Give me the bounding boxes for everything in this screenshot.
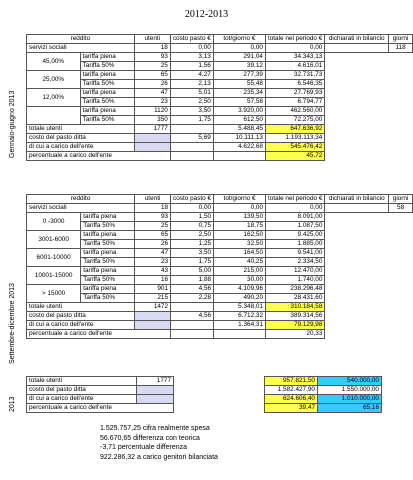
row-label: totale utenti <box>27 125 135 134</box>
group-label: > 15000 <box>27 285 81 303</box>
cell-dichiarati: 65,16 <box>318 404 382 413</box>
cell-costo: 2,50 <box>170 98 213 107</box>
cell-periodo: 647.636,92 <box>265 125 324 134</box>
table-row <box>27 258 413 267</box>
cell-utenti: 23 <box>135 258 171 267</box>
table-row <box>27 80 413 89</box>
note-line: 922.286,32 a carico genitori bilanciata <box>100 453 218 461</box>
row-label: servizi sociali <box>27 44 135 53</box>
col-header-costo-pasto: costo pasto € <box>170 35 213 44</box>
cell-costo: 1,56 <box>170 62 213 71</box>
col-header-reddito: reddito <box>27 35 135 44</box>
cell-utenti: 350 <box>134 116 170 125</box>
note-line: 56.670,65 differenza con teorica <box>100 434 200 442</box>
cell-periodo: 2.334,50 <box>266 258 325 267</box>
cell-utenti: 18 <box>134 44 170 53</box>
row-sublabel: Tariffa 50% <box>81 222 135 231</box>
cell-costo: 0,00 <box>170 44 213 53</box>
cell-costo: 5,01 <box>170 89 213 98</box>
cell-costo: 5,69 <box>170 134 213 143</box>
cell-costo: 5,00 <box>171 267 214 276</box>
cell-utenti: 25 <box>134 62 170 71</box>
cell-tot: 40,25 <box>214 258 266 267</box>
cell-periodo: 12.470,00 <box>266 267 325 276</box>
section1-header-row <box>27 35 413 44</box>
cell-periodo: 1.885,00 <box>266 240 325 249</box>
cell-tot: 57,58 <box>213 98 265 107</box>
cell-dichiarati <box>325 44 389 53</box>
row-label: totale utenti <box>27 377 137 386</box>
total-row <box>27 125 413 134</box>
cell-periodo: 45,72 <box>265 152 324 161</box>
cell-utenti: 93 <box>135 213 171 222</box>
cell-tot: 4.622,68 <box>213 143 265 152</box>
cell-utenti: 93 <box>134 53 170 62</box>
table-row <box>27 53 413 62</box>
cell-utenti: 1777 <box>134 125 170 134</box>
cell-periodo: 462.560,00 <box>265 107 324 116</box>
table-row <box>27 71 413 80</box>
cell-utenti: 65 <box>134 71 170 80</box>
sheet-title: 2012-2013 <box>184 9 229 20</box>
cell-periodo: 1.087,50 <box>266 222 325 231</box>
table-row <box>27 134 413 143</box>
cell-tot: 164,50 <box>214 249 266 258</box>
table-row <box>27 62 413 71</box>
cell-tot: 139,50 <box>214 213 266 222</box>
row-sublabel: tariffa piena <box>80 53 134 62</box>
cell-tot: 6.712,32 <box>214 312 266 321</box>
table-row <box>27 294 413 303</box>
table-row <box>27 143 413 152</box>
cell-utenti: 47 <box>134 89 170 98</box>
col-header-tot-giorno: tot/giorno € <box>213 35 265 44</box>
table-row <box>27 213 413 222</box>
row-sublabel: tariffa piena <box>80 89 134 98</box>
cell-costo: 4,27 <box>170 71 213 80</box>
cell-periodo: 32.731,73 <box>265 71 324 80</box>
section3-table <box>26 376 406 413</box>
table-row <box>27 321 413 330</box>
row-sublabel: Tariffa 50% <box>81 276 135 285</box>
cell-costo: 2,13 <box>170 80 213 89</box>
cell-utenti: 26 <box>135 240 171 249</box>
table-row <box>27 249 413 258</box>
cell-tot: 0,00 <box>213 44 265 53</box>
row-label: percentuale a carico dell'ente <box>27 330 171 339</box>
col-header-utenti: utenti <box>134 35 170 44</box>
cell-costo: 3,50 <box>170 107 213 116</box>
cell-periodo: 6.546,35 <box>265 80 324 89</box>
cell-tot: 0,00 <box>214 204 266 213</box>
cell-costo: 3,50 <box>171 249 214 258</box>
cell-costo: 2,50 <box>171 231 214 240</box>
section3-side-label: 2013 <box>9 396 16 412</box>
cell-periodo: 389.314,56 <box>266 312 325 321</box>
cell-tot: 18,75 <box>214 222 266 231</box>
cell-utenti: 23 <box>134 98 170 107</box>
cell-tot: 3.920,00 <box>213 107 265 116</box>
row-sublabel: tariffa piena <box>81 213 135 222</box>
group-label <box>27 107 81 125</box>
section1-table <box>26 34 413 161</box>
summary-notes <box>100 424 218 462</box>
note-line: 1.525.757,25 cifra realmente spesa <box>100 425 210 432</box>
cell-costo: 4,56 <box>171 285 214 294</box>
cell-costo: 0,75 <box>171 222 214 231</box>
cell-periodo: 624.606,40 <box>265 395 318 404</box>
col-header-utenti: utenti <box>135 195 171 204</box>
row-sublabel: Tariffa 50% <box>80 98 134 107</box>
cell-periodo: 79.129,98 <box>266 321 325 330</box>
row-sublabel: Tariffa 50% <box>81 258 135 267</box>
group-label: 6001-10000 <box>27 249 81 267</box>
row-sublabel: Tariffa 50% <box>81 294 135 303</box>
cell-periodo: 1.740,00 <box>266 276 325 285</box>
cell-periodo: 34.343,13 <box>265 53 324 62</box>
row-label: di cui a carico dell'ente <box>27 395 137 404</box>
cell-periodo: 72.275,00 <box>265 116 324 125</box>
row-sublabel: Tariffa 50% <box>80 62 134 71</box>
cell-periodo: 1.582.427,90 <box>265 386 318 395</box>
cell-periodo: 957.821,50 <box>265 377 318 386</box>
cell-periodo: 0,00 <box>265 44 324 53</box>
cell-costo: 0,00 <box>171 204 214 213</box>
section2-header-row <box>27 195 413 204</box>
note-line: -3,71 percentuale differenza <box>100 444 188 451</box>
table-row <box>27 116 413 125</box>
cell-costo: 3,13 <box>170 53 213 62</box>
cell-periodo: 27.769,93 <box>265 89 324 98</box>
table-row <box>27 267 413 276</box>
group-label: 3001-6000 <box>27 231 81 249</box>
cell-periodo: 28.431,60 <box>266 294 325 303</box>
table-row <box>27 276 413 285</box>
table-row <box>27 107 413 116</box>
cell-utenti: 65 <box>135 231 171 240</box>
table-row <box>27 98 413 107</box>
cell-periodo: 1.193.113,34 <box>265 134 324 143</box>
cell-tot: 39,12 <box>213 62 265 71</box>
cell-periodo: 310.184,58 <box>266 303 325 312</box>
table-row <box>27 44 413 53</box>
group-label: 0 -3000 <box>27 213 81 231</box>
group-label: 45,00% <box>27 53 81 71</box>
col-header-giorni: giorni <box>389 35 413 44</box>
cell-tot: 490,20 <box>214 294 266 303</box>
cell-utenti: 1120 <box>134 107 170 116</box>
col-header-totale-periodo: totale nel periodo € <box>265 35 324 44</box>
col-header-dichiarati: dichiarati in bilancio <box>325 35 389 44</box>
row-sublabel: tariffa piena <box>80 107 134 116</box>
row-label: di cui a carico dell'ente <box>27 321 135 330</box>
cell-giorni: 118 <box>389 44 413 53</box>
cell-utenti: 18 <box>135 204 171 213</box>
cell-giorni: 58 <box>389 204 413 213</box>
cell-utenti: 901 <box>135 285 171 294</box>
cell-periodo: 39,47 <box>265 404 318 413</box>
col-header-reddito: reddito <box>27 195 135 204</box>
row-sublabel: Tariffa 50% <box>80 80 134 89</box>
cell-periodo: 4.616,01 <box>265 62 324 71</box>
row-label: percentuale a carico dell'ente <box>27 404 174 413</box>
cell-utenti: 47 <box>135 249 171 258</box>
cell-costo: 2,28 <box>171 294 214 303</box>
table-row <box>27 204 413 213</box>
cell-utenti: 43 <box>135 267 171 276</box>
cell-costo: 1,50 <box>171 213 214 222</box>
cell-costo: 1,75 <box>170 116 213 125</box>
cell-utenti: 16 <box>135 276 171 285</box>
col-header-tot-giorno: tot/giorno € <box>214 195 266 204</box>
cell-costo: 1,25 <box>171 240 214 249</box>
row-label: servizi sociali <box>27 204 135 213</box>
cell-periodo: 6.794,77 <box>265 98 324 107</box>
cell-costo: 1,88 <box>171 276 214 285</box>
col-header-dichiarati: dichiarati in bilancio <box>325 195 389 204</box>
cell-tot: 612,50 <box>213 116 265 125</box>
cell-dichiarati <box>325 204 389 213</box>
cell-costo: 1,75 <box>171 258 214 267</box>
table-row <box>27 89 413 98</box>
cell-tot: 277,39 <box>213 71 265 80</box>
row-label: percentuale a carico dell'ente <box>27 152 171 161</box>
row-sublabel: Tariffa 50% <box>80 116 134 125</box>
table-row <box>27 386 406 395</box>
row-label: costo del pasto ditta <box>27 134 135 143</box>
cell-tot: 291,04 <box>213 53 265 62</box>
cell-tot: 215,00 <box>214 267 266 276</box>
cell-utenti: 26 <box>134 80 170 89</box>
section2-table <box>26 194 413 339</box>
table-row <box>27 152 413 161</box>
col-header-giorni: giorni <box>389 195 413 204</box>
total-row <box>27 303 413 312</box>
col-header-costo-pasto: costo pasto € <box>171 195 214 204</box>
group-label: 12,00% <box>27 89 81 107</box>
cell-tot: 162,50 <box>214 231 266 240</box>
row-label: costo del pasto ditta <box>27 312 135 321</box>
cell-utenti: 1777 <box>137 377 174 386</box>
table-row <box>27 222 413 231</box>
cell-tot: 32,50 <box>214 240 266 249</box>
table-row <box>27 404 406 413</box>
cell-periodo: 20,33 <box>266 330 325 339</box>
cell-tot: 30,00 <box>214 276 266 285</box>
cell-dichiarati: 1.010.000,00 <box>318 395 382 404</box>
table-row <box>27 330 413 339</box>
cell-utenti: 1472 <box>135 303 171 312</box>
row-sublabel: tariffa piena <box>81 285 135 294</box>
cell-tot: 235,34 <box>213 89 265 98</box>
table-row <box>27 231 413 240</box>
cell-tot: 4.109,96 <box>214 285 266 294</box>
row-sublabel: tariffa piena <box>81 267 135 276</box>
cell-tot: 10.111,13 <box>213 134 265 143</box>
row-sublabel: tariffa piena <box>80 71 134 80</box>
total-row <box>27 377 406 386</box>
cell-periodo: 9.541,00 <box>266 249 325 258</box>
cell-utenti: 25 <box>135 222 171 231</box>
row-sublabel: Tariffa 50% <box>81 240 135 249</box>
cell-periodo: 545.476,42 <box>265 143 324 152</box>
table-row <box>27 312 413 321</box>
row-label: costo del pasto ditta <box>27 386 137 395</box>
section2-side-label: Settembre-dicembre 2013 <box>9 283 16 364</box>
cell-periodo: 8.091,00 <box>266 213 325 222</box>
row-label: di cui a carico dell'ente <box>27 143 135 152</box>
col-header-totale-periodo: totale nel periodo € <box>266 195 325 204</box>
table-row <box>27 285 413 294</box>
cell-tot: 5.348,01 <box>214 303 266 312</box>
row-sublabel: tariffa piena <box>81 249 135 258</box>
cell-dichiarati: 1.550.000,00 <box>318 386 382 395</box>
table-row <box>27 395 406 404</box>
cell-tot: 55,48 <box>213 80 265 89</box>
section1-side-label: Gennaio-giugno 2013 <box>9 90 16 158</box>
cell-utenti: 215 <box>135 294 171 303</box>
cell-dichiarati: 540.000,00 <box>318 377 382 386</box>
group-label: 10001-15000 <box>27 267 81 285</box>
cell-tot: 1.364,31 <box>214 321 266 330</box>
cell-costo: 4,56 <box>171 312 214 321</box>
row-sublabel: tariffa piena <box>81 231 135 240</box>
cell-tot: 5.488,45 <box>213 125 265 134</box>
cell-periodo: 9.425,00 <box>266 231 325 240</box>
cell-periodo: 238.296,48 <box>266 285 325 294</box>
table-row <box>27 240 413 249</box>
cell-periodo: 0,00 <box>266 204 325 213</box>
row-label: totale utenti <box>27 303 135 312</box>
group-label: 25,00% <box>27 71 81 89</box>
